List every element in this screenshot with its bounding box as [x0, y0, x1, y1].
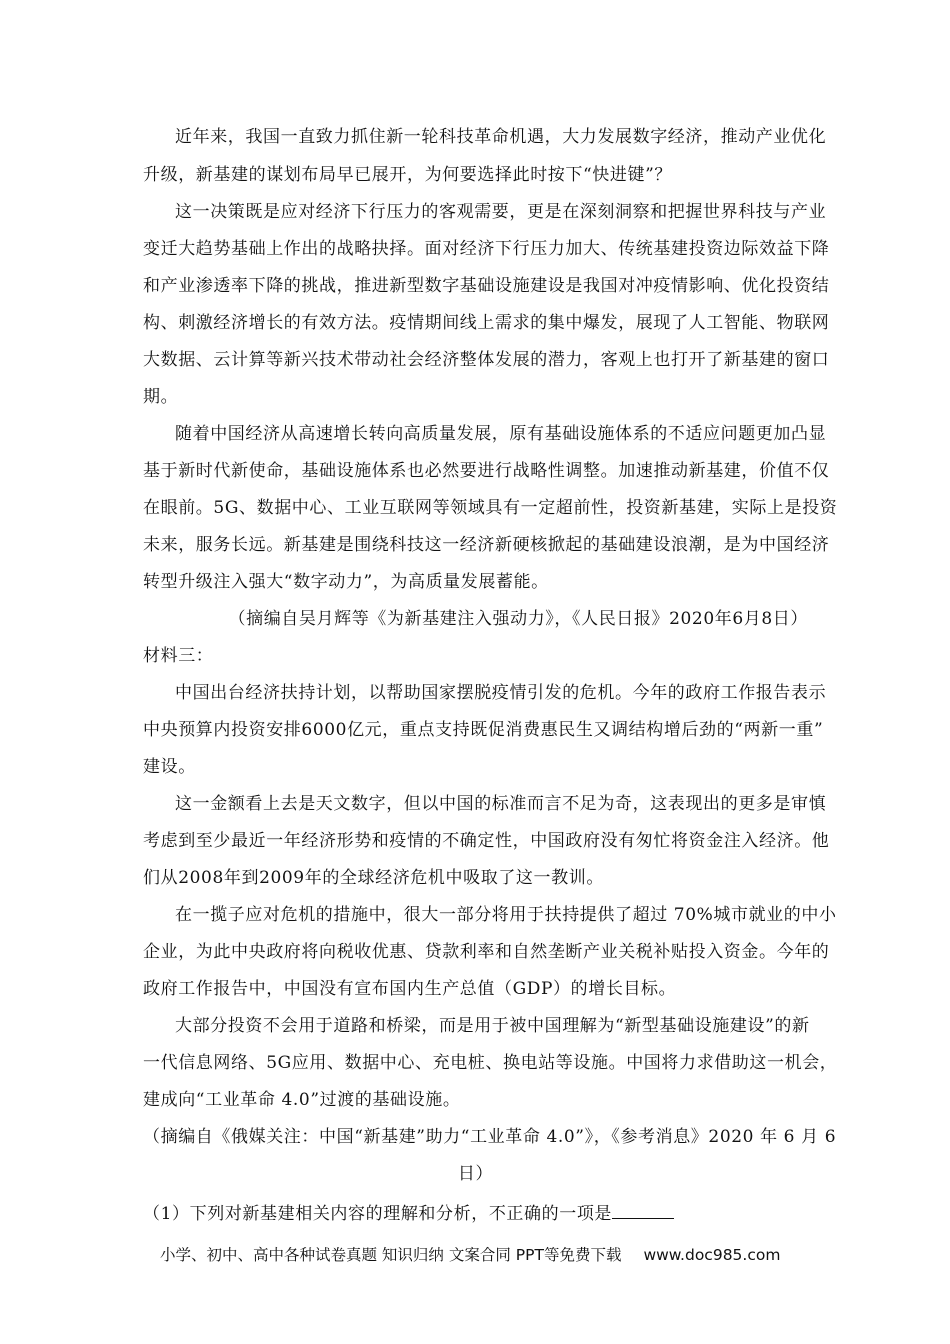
paragraph-line: 在一揽子应对危机的措施中，很大一部分将用于扶持提供了超过 70%城市就业的中小 [175, 905, 837, 925]
paragraph-line: 近年来，我国一直致力抓住新一轮科技革命机遇，大力发展数字经济，推动产业优化 [175, 127, 827, 147]
paragraph-line: 未来，服务长远。新基建是围绕科技这一经济新硬核掀起的基础建设浪潮，是为中国经济 [143, 535, 830, 555]
paragraph-line: 企业，为此中央政府将向税收优惠、贷款利率和自然垄断产业关税补贴投入资金。今年的 [143, 942, 830, 962]
paragraph-line: 这一决策既是应对经济下行压力的客观需要，更是在深刻洞察和把握世界科技与产业 [175, 202, 827, 222]
paragraph-line: 在眼前。5G、数据中心、工业互联网等领域具有一定超前性，投资新基建，实际上是投资 [143, 498, 838, 518]
paragraph-line: 和产业渗透率下降的挑战，推进新型数字基础设施建设是我国对冲疫情影响、优化投资结 [143, 276, 830, 296]
paragraph-line: 中央预算内投资安排6000亿元，重点支持既促消费惠民生又调结构增后劲的“两新一重” [143, 720, 824, 740]
paragraph-line: 建设。 [143, 757, 196, 777]
paragraph-line: 基于新时代新使命，基础设施体系也必然要进行战略性调整。加速推动新基建，价值不仅 [143, 461, 830, 481]
answer-blank[interactable] [612, 1200, 674, 1219]
footer-text: 小学、初中、高中各种试卷真题 知识归纳 文案合同 PPT等免费下载 [160, 1246, 622, 1264]
question-line [143, 1200, 674, 1225]
footer-website-link[interactable]: www.doc985.com [643, 1246, 781, 1264]
source-citation-continued: 日） [457, 1164, 494, 1184]
question-text: （1）下列对新基建相关内容的理解和分析，不正确的一项是 [143, 1204, 613, 1224]
paragraph-line: 一代信息网络、5G应用、数据中心、充电桩、换电站等设施。中国将力求借助这一机会， [143, 1053, 838, 1073]
paragraph-line: 变迁大趋势基础上作出的战略抉择。面对经济下行压力加大、传统基建投资边际效益下降 [143, 239, 830, 259]
material-label: 材料三： [143, 646, 214, 666]
paragraph-line: 考虑到至少最近一年经济形势和疫情的不确定性，中国政府没有匆忙将资金注入经济。他 [143, 831, 830, 851]
paragraph-line: 随着中国经济从高速增长转向高质量发展，原有基础设施体系的不适应问题更加凸显 [175, 424, 827, 444]
paragraph-line: 政府工作报告中，中国没有宣布国内生产总值（GDP）的增长目标。 [143, 979, 677, 999]
source-citation: （摘编自《俄媒关注：中国“新基建”助力“工业革命 4.0”》，《参考消息》2020 年 6 月 6 [143, 1127, 837, 1147]
paragraph-line: 升级，新基建的谋划布局早已展开，为何要选择此时按下“快进键”？ [143, 165, 672, 185]
paragraph-line: 们从2008年到2009年的全球经济危机中吸取了这一教训。 [143, 868, 604, 888]
source-citation: （摘编自吴月辉等《为新基建注入强动力》，《人民日报》2020年6月8日） [228, 609, 808, 629]
paragraph-line: 建成向“工业革命 4.0”过渡的基础设施。 [143, 1090, 461, 1110]
paragraph-line: 期。 [143, 387, 179, 407]
page-footer [160, 1244, 780, 1266]
paragraph-line: 大部分投资不会用于道路和桥梁，而是用于被中国理解为“新型基础设施建设”的新 [175, 1016, 810, 1036]
paragraph-line: 大数据、云计算等新兴技术带动社会经济整体发展的潜力，客观上也打开了新基建的窗口 [143, 350, 830, 370]
paragraph-line: 构、刺激经济增长的有效方法。疫情期间线上需求的集中爆发，展现了人工智能、物联网 [143, 313, 830, 333]
paragraph-line: 转型升级注入强大“数字动力”，为高质量发展蓄能。 [143, 572, 549, 592]
paragraph-line: 中国出台经济扶持计划，以帮助国家摆脱疫情引发的危机。今年的政府工作报告表示 [175, 683, 827, 703]
paragraph-line: 这一金额看上去是天文数字，但以中国的标准而言不足为奇，这表现出的更多是审慎 [175, 794, 827, 814]
